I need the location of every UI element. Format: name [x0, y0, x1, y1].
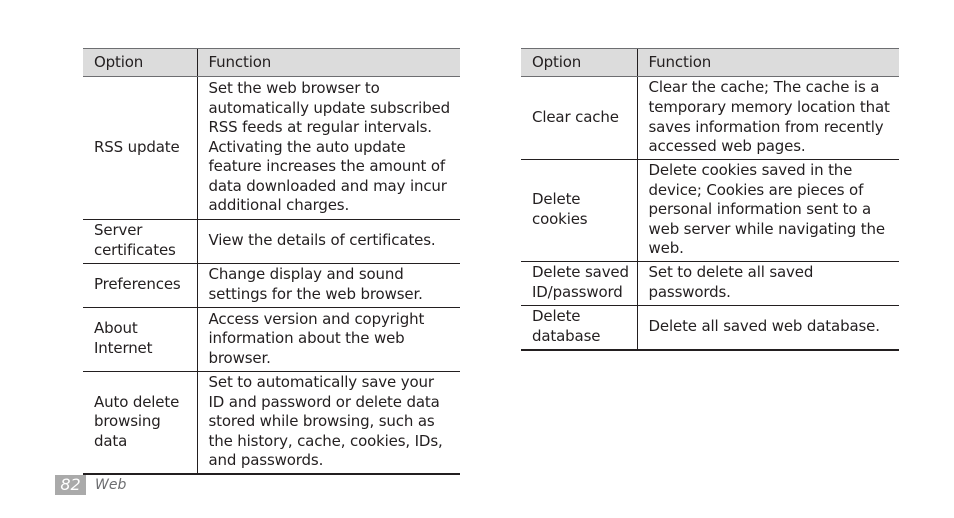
page-footer: [55, 475, 126, 495]
function-cell: Change display and sound settings for the web browser.: [197, 264, 460, 308]
table-row: [83, 220, 460, 264]
options-table-left: [83, 48, 460, 475]
column-header-option: Option: [521, 49, 637, 77]
table-row: [521, 160, 899, 262]
option-cell: Delete database: [521, 305, 637, 350]
table-header-row: [521, 49, 899, 77]
option-cell: Delete saved ID/password: [521, 261, 637, 305]
option-cell: Clear cache: [521, 77, 637, 160]
table-row: [521, 261, 899, 305]
function-cell: Set the web browser to automatically update subscribed RSS feeds at regular intervals. Activating the auto update feature increases the amount of data downloaded and may incur additional charges.: [197, 77, 460, 220]
table-row: [521, 305, 899, 350]
option-cell: Auto delete browsing data: [83, 372, 197, 474]
page-number: 82: [55, 475, 86, 495]
option-cell: Delete cookies: [521, 160, 637, 262]
function-cell: Delete all saved web database.: [637, 305, 899, 350]
table-row: [83, 77, 460, 220]
table-header-row: [83, 49, 460, 77]
column-header-option: Option: [83, 49, 197, 77]
function-cell: Set to automatically save your ID and password or delete data stored while browsing, such as the history, cache, cookies, IDs, and passwords.: [197, 372, 460, 474]
column-header-function: Function: [197, 49, 460, 77]
table-row: [521, 77, 899, 160]
section-name: Web: [95, 477, 127, 493]
table-row: [83, 308, 460, 372]
option-cell: RSS update: [83, 77, 197, 220]
function-cell: Set to delete all saved passwords.: [637, 261, 899, 305]
table-row: [83, 264, 460, 308]
option-cell: About Internet: [83, 308, 197, 372]
function-cell: Clear the cache; The cache is a temporary memory location that saves information from recently accessed web pages.: [637, 77, 899, 160]
function-cell: View the details of certificates.: [197, 220, 460, 264]
column-header-function: Function: [637, 49, 899, 77]
option-cell: Preferences: [83, 264, 197, 308]
option-cell: Server certificates: [83, 220, 197, 264]
function-cell: Access version and copyright information about the web browser.: [197, 308, 460, 372]
function-cell: Delete cookies saved in the device; Cookies are pieces of personal information sent to a web server while navigating the web.: [637, 160, 899, 262]
options-table-right: [521, 48, 899, 351]
table-row: [83, 372, 460, 474]
